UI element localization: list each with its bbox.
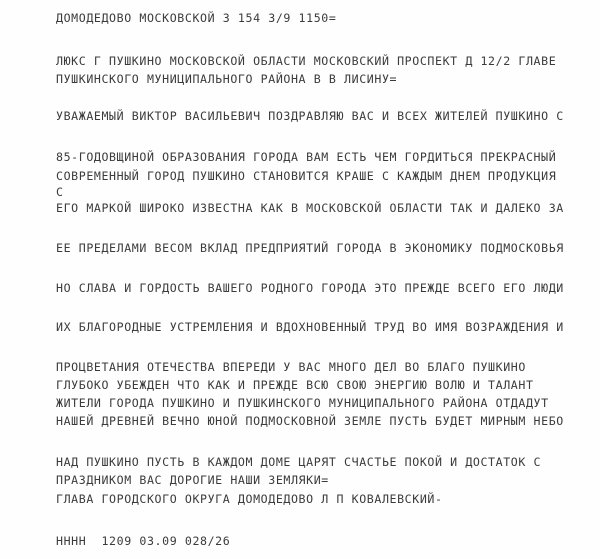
body-line: НАД ПУШКИНО ПУСТЬ В КАЖДОМ ДОМЕ ЦАРЯТ СЧАСТЬЕ ПОКОЙ И ДОСТАТОК С — [56, 455, 542, 469]
telegram-header: ДОМОДЕДОВО МОСКОВСКОЙ 3 154 3/9 1150= — [56, 11, 337, 25]
footer: НННН 1209 03.09 028/26 — [56, 534, 231, 548]
address-line: ПУШКИНСКОГО МУНИЦИПАЛЬНОГО РАЙОНА В В ЛИСИНУ= — [56, 72, 398, 86]
body-line: ПРАЗДНИКОМ ВАС ДОРОГИЕ НАШИ ЗЕМЛЯКИ= — [56, 473, 329, 487]
body-line: СОВРЕМЕННЫЙ ГОРОД ПУШКИНО СТАНОВИТСЯ КРАШЕ С КАЖДЫМ ДНЕМ ПРОДУКЦИЯ — [56, 169, 557, 183]
address-line: ЛЮКС Г ПУШКИНО МОСКОВСКОЙ ОБЛАСТИ МОСКОВСКИЙ ПРОСПЕКТ Д 12/2 ГЛАВЕ — [56, 54, 557, 68]
body-line: 85-ГОДОВЩИНОЙ ОБРАЗОВАНИЯ ГОРОДА ВАМ ЕСТЬ ЧЕМ ГОРДИТЬСЯ ПРЕКРАСНЫЙ — [56, 150, 557, 164]
body-line: ЕГО МАРКОЙ ШИРОКО ИЗВЕСТНА КАК В МОСКОВСКОЙ ОБЛАСТИ ТАК И ДАЛЕКО ЗА — [56, 201, 564, 215]
body-line: ГЛУБОКО УБЕЖДЕН ЧТО КАК И ПРЕЖДЕ ВСЮ СВОЮ ЭНЕРГИЮ ВОЛЮ И ТАЛАНТ — [56, 378, 534, 392]
body-line: ИХ БЛАГОРОДНЫЕ УСТРЕМЛЕНИЯ И ВДОХНОВЕННЫЙ ТРУД ВО ИМЯ ВОЗРАЖДЕНИЯ И — [56, 320, 564, 334]
signature: ГЛАВА ГОРОДСКОГО ОКРУГА ДОМОДЕДОВО Л П КОВАЛЕВСКИЙ- — [56, 492, 443, 506]
body-line: ЖИТЕЛИ ГОРОДА ПУШКИНО И ПУШКИНСКОГО МУНИЦИПАЛЬНОГО РАЙОНА ОТДАДУТ — [56, 396, 549, 410]
body-line: С — [56, 185, 64, 199]
body-line: ПРОЦВЕТАНИЯ ОТЕЧЕСТВА ВПЕРЕДИ У ВАС МНОГО ДЕЛ ВО БЛАГО ПУШКИНО — [56, 360, 526, 374]
body-line: НО СЛАВА И ГОРДОСТЬ ВАШЕГО РОДНОГО ГОРОДА ЭТО ПРЕЖДЕ ВСЕГО ЕГО ЛЮДИ — [56, 281, 564, 295]
body-line: УВАЖАЕМЫЙ ВИКТОР ВАСИЛЬЕВИЧ ПОЗДРАВЛЯЮ ВАС И ВСЕХ ЖИТЕЛЕЙ ПУШКИНО С — [56, 109, 564, 123]
body-line: НАШЕЙ ДРЕВНЕЙ ВЕЧНО ЮНОЙ ПОДМОСКОВНОЙ ЗЕМЛЕ ПУСТЬ БУДЕТ МИРНЫМ НЕБО — [56, 414, 564, 428]
body-line: ЕЕ ПРЕДЕЛАМИ ВЕСОМ ВКЛАД ПРЕДПРИЯТИЙ ГОРОДА В ЭКОНОМИКУ ПОДМОСКОВЬЯ — [56, 241, 564, 255]
